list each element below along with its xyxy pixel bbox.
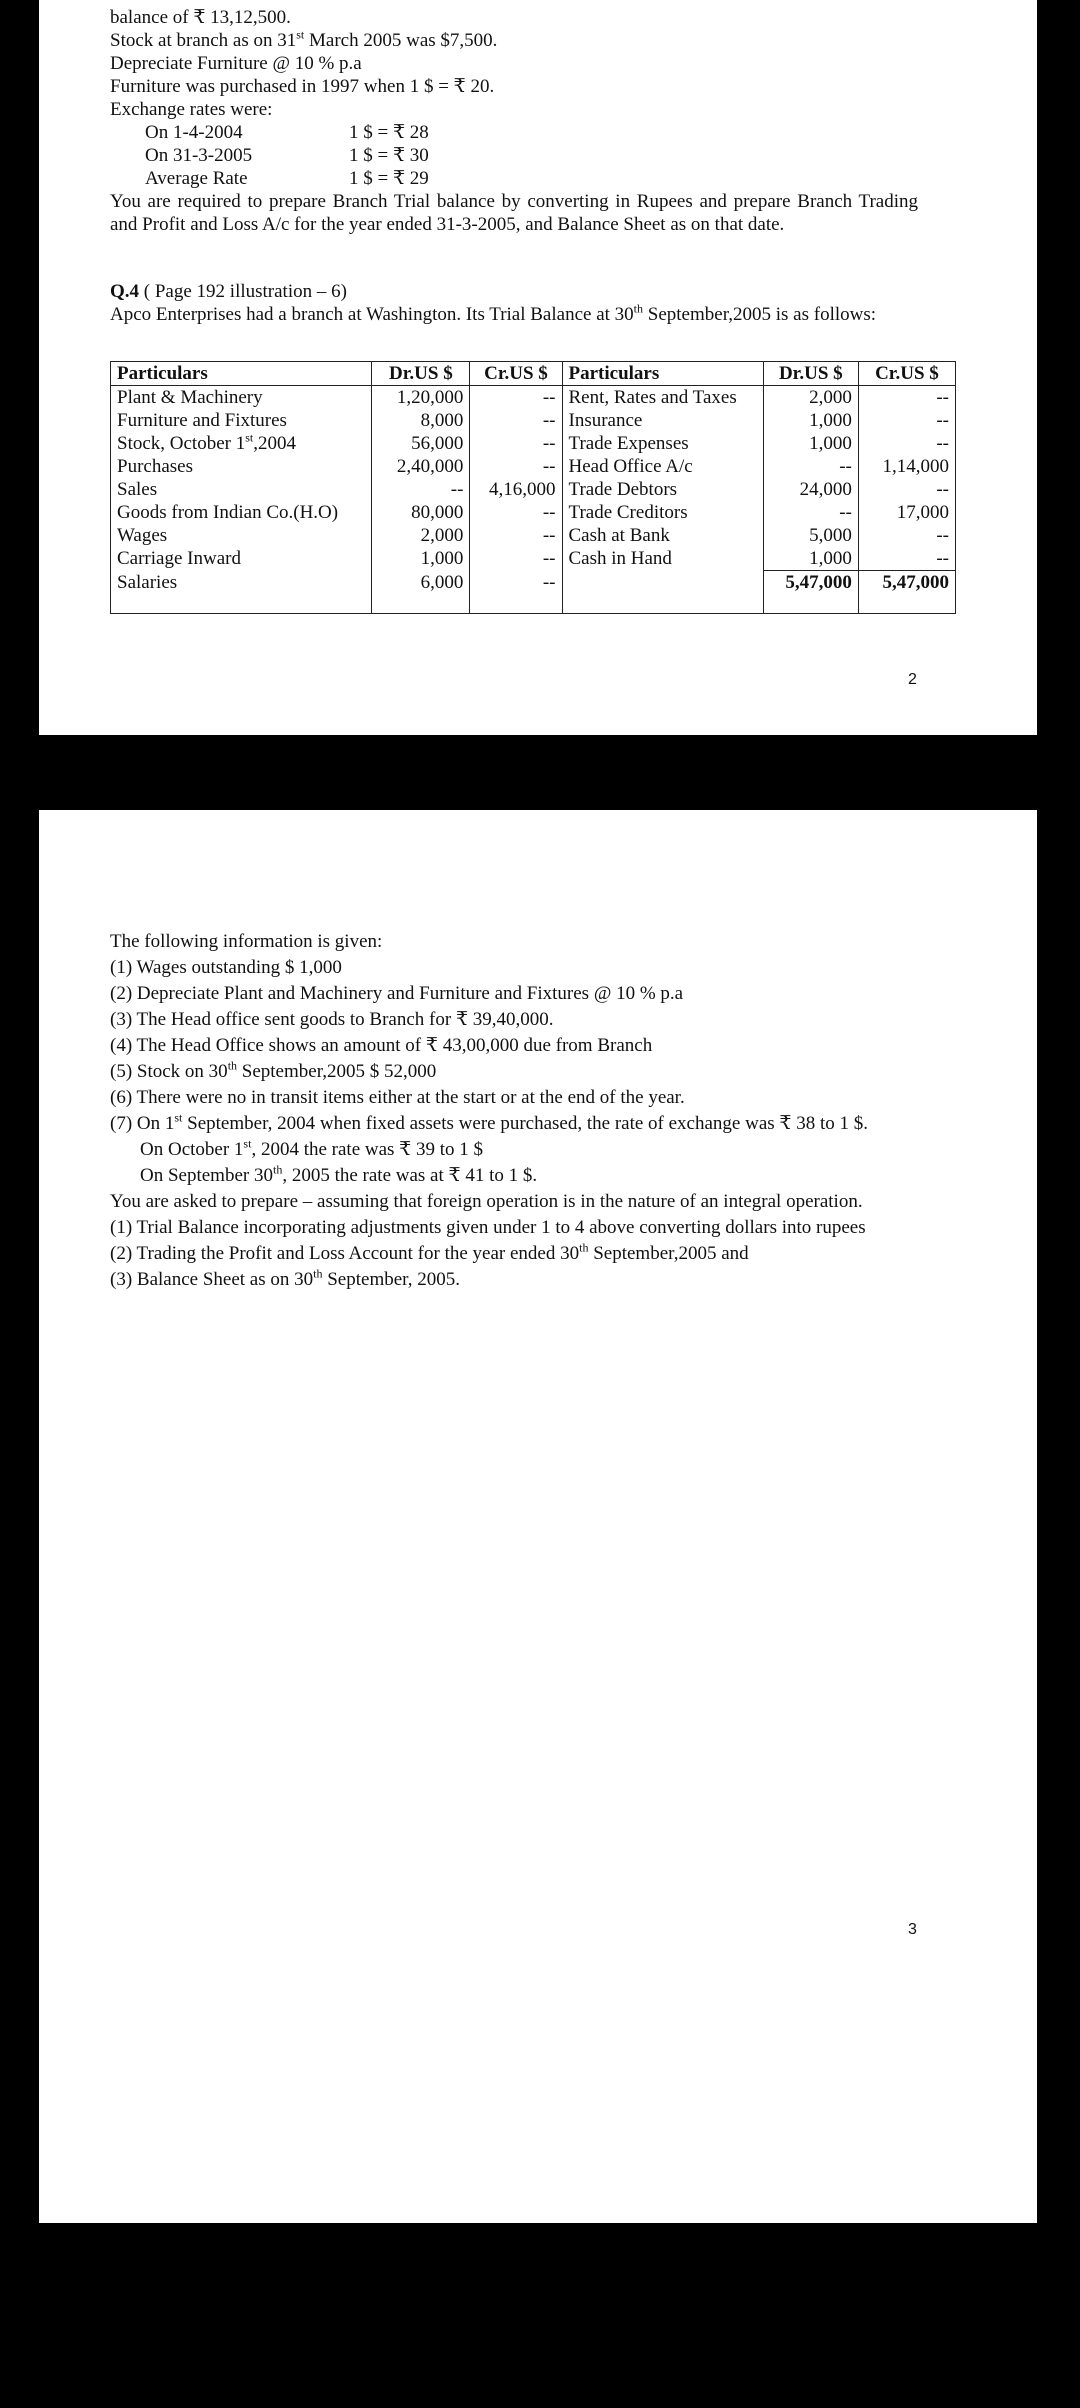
- table-row: [111, 478, 956, 501]
- header-dr: Dr.US $: [763, 362, 858, 386]
- list-item: (6) There were no in transit items either at the start or at the end of the year.: [110, 1087, 685, 1108]
- table-row: [111, 386, 956, 410]
- cell-amount: --: [470, 386, 562, 410]
- question-number: Q.4: [110, 281, 140, 302]
- intro-line: Stock at branch as on 31st March 2005 was $7,500.: [110, 27, 498, 51]
- list-item: (5) Stock on 30th September,2005 $ 52,000: [110, 1058, 437, 1082]
- header-cr: Cr.US $: [470, 362, 562, 386]
- table-header-row: [111, 362, 956, 386]
- total-amount: 5,47,000: [882, 572, 949, 593]
- cell-amount: 2,40,000: [372, 455, 470, 478]
- header-dr: Dr.US $: [372, 362, 470, 386]
- cell-amount: --: [763, 501, 858, 524]
- question-text-part: Apco Enterprises had a branch at Washington. Its Trial Balance at 30: [110, 304, 634, 325]
- superscript: st: [243, 1136, 252, 1151]
- document-page-2: [39, 810, 1037, 2223]
- list-item: (3) The Head office sent goods to Branch for ₹ 39,40,000.: [110, 1009, 554, 1030]
- intro-line: Depreciate Furniture @ 10 % p.a: [110, 53, 362, 74]
- superscript: st: [296, 27, 305, 42]
- cell-amount: 80,000: [372, 501, 470, 524]
- question-heading: [110, 280, 918, 303]
- information-heading: The following information is given:: [110, 931, 383, 952]
- list-item: (1) Trial Balance incorporating adjustments given under 1 to 4 above converting dollars into rupees: [110, 1217, 866, 1238]
- exchange-rate-row: [110, 121, 918, 144]
- cell-amount: --: [858, 432, 955, 455]
- cell-particulars: Trade Expenses: [562, 432, 763, 455]
- intro-line: balance of ₹ 13,12,500.: [110, 7, 291, 28]
- cell-particulars: Carriage Inward: [111, 547, 372, 571]
- trial-balance-table: [110, 361, 956, 614]
- intro-line: Furniture was purchased in 1997 when 1 $ = ₹ 20.: [110, 76, 495, 97]
- cell-amount: --: [372, 478, 470, 501]
- required-paragraph: You are required to prepare Branch Trial balance by converting in Rupees and prepare Branch Trading and Profit and Loss A/c for the year ended 31-3-2005, and Balance Sheet as on that date.: [110, 191, 918, 235]
- cell-particulars: Goods from Indian Co.(H.O): [111, 501, 372, 524]
- superscript: st: [245, 430, 254, 445]
- list-item: (4) The Head Office shows an amount of ₹ 43,00,000 due from Branch: [110, 1035, 653, 1056]
- cell-amount: 2,000: [372, 524, 470, 547]
- page-number: 3: [908, 1921, 917, 1938]
- rate-value: 1 $ = ₹ 30: [349, 145, 429, 166]
- cell-amount: 2,000: [763, 386, 858, 410]
- list-item: (2) Depreciate Plant and Machinery and Furniture and Fixtures @ 10 % p.a: [110, 983, 684, 1004]
- list-item: On September 30th, 2005 the rate was at ₹ 41 to 1 $.: [140, 1162, 538, 1186]
- table-row: [111, 571, 956, 614]
- superscript: st: [174, 1110, 183, 1125]
- document-page-1: [39, 0, 1037, 735]
- table-row: [111, 432, 956, 455]
- cell-particulars: Stock, October 1st,2004: [111, 432, 372, 455]
- exchange-rate-row: [110, 167, 918, 190]
- cell-particulars: Insurance: [562, 409, 763, 432]
- cell-amount: 1,20,000: [372, 386, 470, 410]
- cell-amount: 6,000: [372, 571, 470, 614]
- header-particulars: Particulars: [111, 362, 372, 386]
- asked-list: [110, 1215, 918, 1293]
- cell-amount: --: [470, 524, 562, 547]
- cell-particulars: Salaries: [111, 571, 372, 614]
- list-item: On October 1st, 2004 the rate was ₹ 39 to 1 $: [140, 1136, 484, 1160]
- cell-particulars: Wages: [111, 524, 372, 547]
- cell-amount: --: [858, 547, 955, 571]
- table-row: [111, 501, 956, 524]
- cell-particulars: Furniture and Fixtures: [111, 409, 372, 432]
- cell-amount: --: [470, 547, 562, 571]
- table-row: [111, 409, 956, 432]
- cell-amount: --: [858, 409, 955, 432]
- rate-value: 1 $ = ₹ 29: [349, 168, 429, 189]
- rate-date: Average Rate: [145, 168, 248, 189]
- cell-amount: 1,000: [763, 409, 858, 432]
- list-item: (1) Wages outstanding $ 1,000: [110, 957, 342, 978]
- list-item: (2) Trading the Profit and Loss Account for the year ended 30th September,2005 and: [110, 1240, 749, 1264]
- information-list: [110, 955, 918, 1189]
- header-particulars: Particulars: [562, 362, 763, 386]
- cell-amount: 1,000: [763, 547, 858, 571]
- intro-block: [110, 6, 918, 236]
- trial-balance-body: [111, 386, 956, 614]
- question-text-part: September,2005 is as follows:: [643, 304, 877, 325]
- list-item: (3) Balance Sheet as on 30th September, 2005.: [110, 1266, 460, 1290]
- cell-particulars: Trade Creditors: [562, 501, 763, 524]
- cell-amount: 4,16,000: [470, 478, 562, 501]
- cell-particulars: Trade Debtors: [562, 478, 763, 501]
- cell-amount: --: [470, 409, 562, 432]
- cell-amount: 56,000: [372, 432, 470, 455]
- cell-particulars: Sales: [111, 478, 372, 501]
- rate-value: 1 $ = ₹ 28: [349, 122, 429, 143]
- table-row: [111, 455, 956, 478]
- cell-amount: 8,000: [372, 409, 470, 432]
- cell-amount: --: [858, 386, 955, 410]
- cell-amount: [858, 571, 955, 614]
- superscript: th: [227, 1058, 238, 1073]
- cell-particulars: Rent, Rates and Taxes: [562, 386, 763, 410]
- cell-particulars: Cash at Bank: [562, 524, 763, 547]
- cell-amount: 1,000: [372, 547, 470, 571]
- cell-amount: 1,000: [763, 432, 858, 455]
- rate-date: On 1-4-2004: [145, 122, 243, 143]
- header-cr: Cr.US $: [858, 362, 955, 386]
- table-row: [111, 547, 956, 571]
- rate-date: On 31-3-2005: [145, 145, 253, 166]
- table-row: [111, 524, 956, 547]
- cell-amount: --: [858, 478, 955, 501]
- cell-particulars: Plant & Machinery: [111, 386, 372, 410]
- information-block: [110, 929, 918, 1293]
- question-text-sup: th: [633, 301, 644, 316]
- superscript: th: [272, 1162, 283, 1177]
- cell-amount: --: [470, 501, 562, 524]
- cell-amount: --: [470, 432, 562, 455]
- cell-amount: 24,000: [763, 478, 858, 501]
- cell-particulars: [562, 571, 763, 614]
- exchange-rate-row: [110, 144, 918, 167]
- question-text: [110, 303, 918, 326]
- cell-amount: --: [858, 524, 955, 547]
- cell-particulars: Cash in Hand: [562, 547, 763, 571]
- cell-particulars: Head Office A/c: [562, 455, 763, 478]
- list-item: (7) On 1st September, 2004 when fixed assets were purchased, the rate of exchange was ₹ 38 to 1 $.: [110, 1110, 869, 1134]
- cell-amount: [763, 571, 858, 614]
- question-reference: ( Page 192 illustration – 6): [139, 281, 347, 302]
- question-4-block: [110, 280, 918, 326]
- cell-amount: --: [470, 455, 562, 478]
- intro-line: Exchange rates were:: [110, 99, 273, 120]
- asked-heading: You are asked to prepare – assuming that foreign operation is in the nature of an integral operation.: [110, 1191, 863, 1212]
- superscript: th: [579, 1240, 589, 1255]
- cell-amount: --: [763, 455, 858, 478]
- cell-amount: 17,000: [858, 501, 955, 524]
- cell-particulars: Purchases: [111, 455, 372, 478]
- cell-amount: --: [470, 571, 562, 614]
- superscript: th: [313, 1266, 323, 1281]
- total-amount: 5,47,000: [785, 572, 852, 593]
- cell-amount: 1,14,000: [858, 455, 955, 478]
- cell-amount: 5,000: [763, 524, 858, 547]
- page-number: 2: [908, 671, 917, 688]
